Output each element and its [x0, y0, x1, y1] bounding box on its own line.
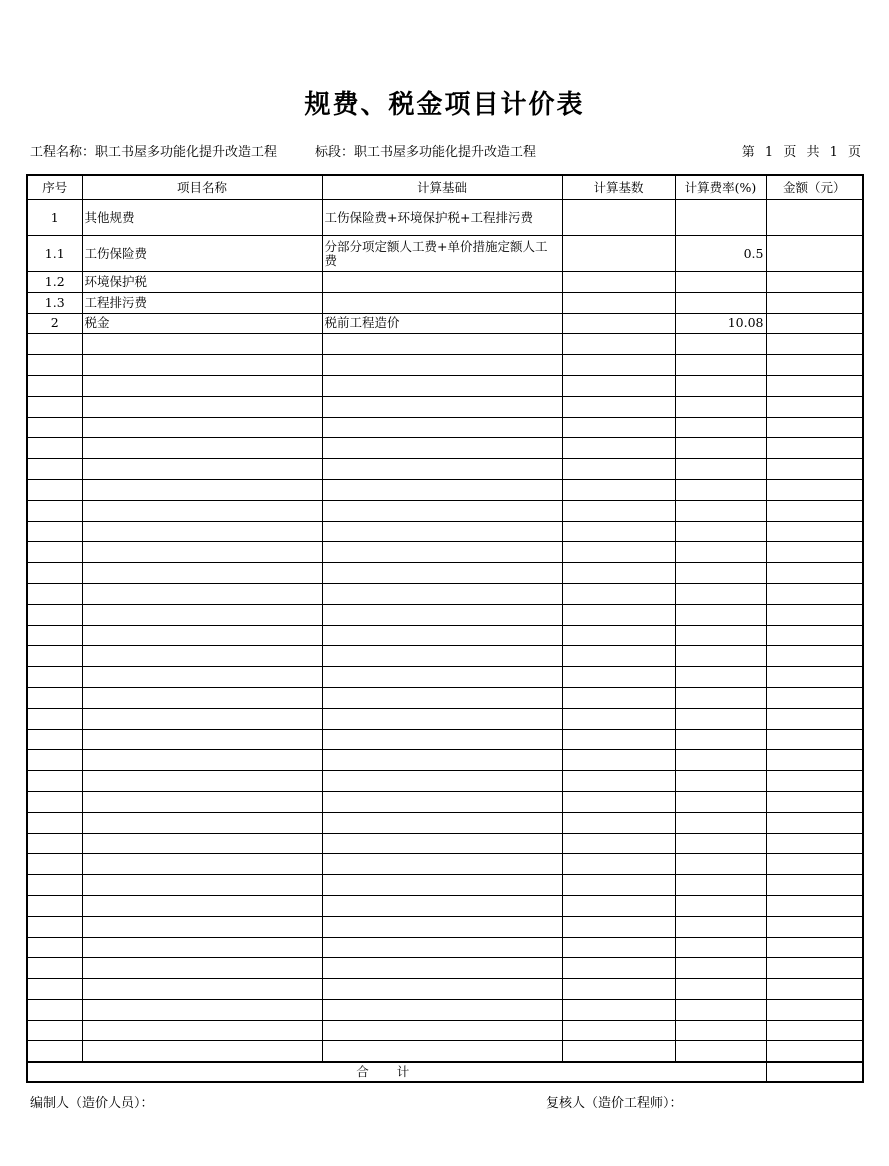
empty-cell [766, 937, 863, 958]
empty-cell [322, 438, 562, 459]
empty-cell [322, 979, 562, 1000]
row-basis: 税前工程造价 [322, 313, 562, 334]
empty-cell [322, 916, 562, 937]
empty-row [27, 355, 863, 376]
total-label: 合计 [27, 1062, 766, 1082]
empty-cell [82, 979, 322, 1000]
empty-row [27, 604, 863, 625]
empty-cell [82, 812, 322, 833]
table-row [27, 236, 863, 272]
empty-cell [766, 812, 863, 833]
empty-row [27, 999, 863, 1020]
row-no: 1.3 [27, 292, 82, 313]
empty-cell [322, 771, 562, 792]
empty-cell [82, 521, 322, 542]
empty-row [27, 791, 863, 812]
empty-cell [82, 750, 322, 771]
empty-cell [675, 396, 766, 417]
checker-label: 复核人（造价工程师）： [546, 1096, 683, 1111]
empty-row [27, 417, 863, 438]
empty-cell [82, 1041, 322, 1062]
empty-cell [27, 895, 82, 916]
empty-cell [322, 396, 562, 417]
table-row [27, 292, 863, 313]
header-name: 项目名称 [82, 175, 322, 200]
project-name: 工程名称：职工书屋多功能化提升改造工程 [30, 145, 278, 160]
empty-cell [562, 854, 675, 875]
empty-cell [27, 875, 82, 896]
empty-row [27, 375, 863, 396]
empty-cell [562, 625, 675, 646]
empty-cell [562, 563, 675, 584]
empty-row [27, 459, 863, 480]
empty-row [27, 916, 863, 937]
empty-cell [322, 687, 562, 708]
row-rate [675, 272, 766, 293]
empty-cell [766, 604, 863, 625]
empty-cell [322, 708, 562, 729]
empty-cell [675, 375, 766, 396]
empty-cell [322, 750, 562, 771]
empty-cell [562, 542, 675, 563]
empty-cell [766, 396, 863, 417]
empty-cell [27, 396, 82, 417]
section-name: 标段：职工书屋多功能化提升改造工程 [315, 145, 537, 160]
empty-row [27, 479, 863, 500]
empty-row [27, 979, 863, 1000]
empty-cell [766, 375, 863, 396]
empty-cell [675, 1041, 766, 1062]
empty-cell [322, 1020, 562, 1041]
fee-table [26, 174, 864, 1083]
empty-cell [766, 459, 863, 480]
empty-cell [27, 979, 82, 1000]
empty-cell [82, 479, 322, 500]
header-amount: 金额（元） [766, 175, 863, 200]
empty-cell [27, 521, 82, 542]
empty-cell [82, 542, 322, 563]
empty-cell [675, 521, 766, 542]
empty-row [27, 812, 863, 833]
row-basis: 工伤保险费+环境保护税+工程排污费 [322, 200, 562, 236]
empty-cell [562, 979, 675, 1000]
empty-cell [675, 833, 766, 854]
empty-cell [27, 542, 82, 563]
row-amount [766, 236, 863, 272]
empty-cell [562, 958, 675, 979]
empty-cell [675, 812, 766, 833]
empty-cell [82, 417, 322, 438]
empty-cell [675, 500, 766, 521]
header-basis: 计算基础 [322, 175, 562, 200]
empty-cell [27, 459, 82, 480]
empty-cell [562, 334, 675, 355]
empty-cell [322, 958, 562, 979]
empty-cell [27, 1041, 82, 1062]
empty-row [27, 1041, 863, 1062]
row-base [562, 236, 675, 272]
empty-cell [675, 750, 766, 771]
empty-cell [562, 438, 675, 459]
empty-cell [27, 999, 82, 1020]
row-basis [322, 292, 562, 313]
empty-cell [82, 916, 322, 937]
row-no: 1.1 [27, 236, 82, 272]
empty-cell [562, 459, 675, 480]
table-row [27, 313, 863, 334]
empty-cell [82, 334, 322, 355]
empty-cell [82, 563, 322, 584]
empty-cell [82, 583, 322, 604]
empty-cell [27, 916, 82, 937]
empty-cell [322, 417, 562, 438]
empty-cell [562, 812, 675, 833]
row-rate: 10.08 [675, 313, 766, 334]
empty-cell [675, 999, 766, 1020]
empty-cell [675, 417, 766, 438]
empty-cell [562, 417, 675, 438]
empty-cell [766, 355, 863, 376]
empty-cell [562, 1041, 675, 1062]
empty-cell [82, 958, 322, 979]
empty-row [27, 1020, 863, 1041]
empty-row [27, 563, 863, 584]
empty-cell [675, 916, 766, 937]
empty-cell [27, 687, 82, 708]
empty-cell [766, 583, 863, 604]
table-header-row [27, 175, 863, 200]
empty-row [27, 875, 863, 896]
empty-cell [27, 604, 82, 625]
empty-cell [82, 687, 322, 708]
row-amount [766, 292, 863, 313]
empty-cell [322, 791, 562, 812]
row-name: 其他规费 [82, 200, 322, 236]
empty-cell [322, 833, 562, 854]
empty-cell [322, 1041, 562, 1062]
row-amount [766, 272, 863, 293]
empty-cell [27, 667, 82, 688]
empty-cell [766, 916, 863, 937]
empty-cell [562, 687, 675, 708]
empty-cell [766, 334, 863, 355]
empty-cell [82, 791, 322, 812]
empty-row [27, 895, 863, 916]
empty-cell [82, 667, 322, 688]
empty-cell [766, 417, 863, 438]
total-row [27, 1062, 863, 1082]
empty-cell [562, 771, 675, 792]
row-basis [322, 272, 562, 293]
empty-cell [27, 563, 82, 584]
empty-cell [562, 791, 675, 812]
empty-cell [27, 708, 82, 729]
empty-cell [766, 854, 863, 875]
table-row [27, 200, 863, 236]
empty-cell [562, 583, 675, 604]
empty-cell [562, 604, 675, 625]
empty-row [27, 729, 863, 750]
row-base [562, 313, 675, 334]
empty-cell [562, 396, 675, 417]
row-amount [766, 200, 863, 236]
row-basis: 分部分项定额人工费+单价措施定额人工费 [322, 236, 562, 272]
empty-cell [675, 355, 766, 376]
empty-cell [322, 854, 562, 875]
empty-cell [82, 604, 322, 625]
empty-cell [27, 833, 82, 854]
empty-cell [766, 1041, 863, 1062]
empty-cell [675, 542, 766, 563]
empty-cell [766, 563, 863, 584]
empty-cell [322, 375, 562, 396]
empty-cell [675, 1020, 766, 1041]
empty-cell [766, 625, 863, 646]
empty-row [27, 625, 863, 646]
empty-cell [562, 479, 675, 500]
empty-cell [766, 999, 863, 1020]
row-base [562, 272, 675, 293]
empty-cell [562, 521, 675, 542]
row-rate [675, 292, 766, 313]
empty-cell [675, 771, 766, 792]
empty-cell [322, 625, 562, 646]
empty-cell [82, 500, 322, 521]
empty-row [27, 583, 863, 604]
empty-row [27, 771, 863, 792]
row-name: 工程排污费 [82, 292, 322, 313]
empty-cell [766, 667, 863, 688]
empty-cell [675, 625, 766, 646]
header-rate: 计算费率(%) [675, 175, 766, 200]
empty-cell [82, 895, 322, 916]
empty-cell [766, 687, 863, 708]
empty-cell [27, 625, 82, 646]
row-base [562, 292, 675, 313]
empty-cell [322, 334, 562, 355]
empty-cell [675, 479, 766, 500]
empty-cell [27, 438, 82, 459]
empty-cell [27, 355, 82, 376]
empty-cell [27, 791, 82, 812]
empty-cell [322, 895, 562, 916]
empty-cell [562, 667, 675, 688]
empty-cell [675, 791, 766, 812]
empty-cell [322, 542, 562, 563]
empty-cell [562, 355, 675, 376]
empty-cell [675, 459, 766, 480]
empty-cell [82, 459, 322, 480]
empty-cell [82, 396, 322, 417]
empty-cell [675, 438, 766, 459]
empty-cell [27, 583, 82, 604]
empty-cell [562, 500, 675, 521]
empty-cell [322, 937, 562, 958]
empty-cell [82, 854, 322, 875]
empty-cell [562, 646, 675, 667]
empty-cell [82, 646, 322, 667]
empty-row [27, 667, 863, 688]
empty-row [27, 937, 863, 958]
empty-cell [766, 438, 863, 459]
empty-cell [27, 937, 82, 958]
empty-cell [766, 729, 863, 750]
empty-cell [562, 833, 675, 854]
empty-cell [82, 771, 322, 792]
page-info: 第 1 页 共 1 页 [741, 145, 861, 160]
row-rate [675, 200, 766, 236]
empty-cell [675, 583, 766, 604]
empty-row [27, 646, 863, 667]
empty-cell [766, 771, 863, 792]
row-name: 税金 [82, 313, 322, 334]
empty-row [27, 438, 863, 459]
empty-cell [82, 375, 322, 396]
empty-cell [675, 687, 766, 708]
total-amount [766, 1062, 863, 1082]
empty-cell [766, 542, 863, 563]
empty-cell [562, 708, 675, 729]
empty-cell [766, 979, 863, 1000]
empty-cell [675, 667, 766, 688]
empty-cell [322, 521, 562, 542]
empty-cell [675, 958, 766, 979]
empty-row [27, 396, 863, 417]
page-title: 规费、税金项目计价表 [304, 90, 585, 120]
empty-cell [27, 854, 82, 875]
row-name: 环境保护税 [82, 272, 322, 293]
row-no: 1.2 [27, 272, 82, 293]
empty-cell [27, 1020, 82, 1041]
empty-cell [766, 646, 863, 667]
empty-cell [766, 1020, 863, 1041]
empty-cell [675, 895, 766, 916]
empty-cell [562, 937, 675, 958]
empty-cell [322, 812, 562, 833]
empty-row [27, 500, 863, 521]
empty-cell [27, 812, 82, 833]
empty-cell [322, 500, 562, 521]
row-name: 工伤保险费 [82, 236, 322, 272]
empty-cell [82, 625, 322, 646]
empty-cell [322, 479, 562, 500]
header-no: 序号 [27, 175, 82, 200]
empty-cell [27, 479, 82, 500]
empty-cell [82, 708, 322, 729]
empty-cell [27, 729, 82, 750]
empty-cell [27, 750, 82, 771]
empty-cell [562, 375, 675, 396]
empty-cell [82, 438, 322, 459]
empty-cell [82, 937, 322, 958]
maker-label: 编制人（造价人员）： [30, 1096, 154, 1111]
empty-cell [27, 500, 82, 521]
empty-cell [766, 833, 863, 854]
row-no: 2 [27, 313, 82, 334]
empty-cell [322, 583, 562, 604]
row-no: 1 [27, 200, 82, 236]
empty-row [27, 521, 863, 542]
empty-cell [27, 375, 82, 396]
empty-cell [27, 334, 82, 355]
empty-cell [322, 999, 562, 1020]
empty-cell [82, 999, 322, 1020]
empty-cell [675, 937, 766, 958]
empty-row [27, 958, 863, 979]
empty-cell [766, 521, 863, 542]
empty-cell [675, 646, 766, 667]
empty-cell [766, 958, 863, 979]
table-row [27, 272, 863, 293]
empty-cell [675, 563, 766, 584]
empty-cell [82, 729, 322, 750]
empty-cell [562, 750, 675, 771]
empty-cell [82, 875, 322, 896]
empty-cell [82, 833, 322, 854]
empty-cell [675, 334, 766, 355]
row-amount [766, 313, 863, 334]
empty-row [27, 708, 863, 729]
empty-cell [766, 791, 863, 812]
empty-row [27, 542, 863, 563]
empty-cell [27, 646, 82, 667]
empty-cell [675, 729, 766, 750]
empty-row [27, 833, 863, 854]
empty-cell [766, 479, 863, 500]
row-base [562, 200, 675, 236]
empty-row [27, 334, 863, 355]
header-base: 计算基数 [562, 175, 675, 200]
empty-cell [322, 459, 562, 480]
empty-cell [322, 355, 562, 376]
empty-cell [562, 1020, 675, 1041]
empty-cell [27, 958, 82, 979]
empty-cell [675, 708, 766, 729]
empty-cell [675, 854, 766, 875]
empty-cell [27, 417, 82, 438]
empty-cell [322, 563, 562, 584]
empty-row [27, 687, 863, 708]
empty-cell [766, 895, 863, 916]
empty-cell [562, 999, 675, 1020]
empty-cell [322, 667, 562, 688]
empty-cell [675, 875, 766, 896]
row-rate: 0.5 [675, 236, 766, 272]
empty-cell [322, 729, 562, 750]
empty-cell [675, 979, 766, 1000]
empty-cell [562, 916, 675, 937]
empty-cell [562, 729, 675, 750]
empty-row [27, 854, 863, 875]
empty-cell [27, 771, 82, 792]
empty-cell [82, 355, 322, 376]
empty-cell [322, 604, 562, 625]
empty-cell [82, 1020, 322, 1041]
empty-row [27, 750, 863, 771]
empty-cell [766, 708, 863, 729]
empty-cell [322, 646, 562, 667]
empty-cell [766, 500, 863, 521]
empty-cell [322, 875, 562, 896]
empty-cell [766, 875, 863, 896]
empty-cell [675, 604, 766, 625]
empty-cell [766, 750, 863, 771]
empty-cell [562, 875, 675, 896]
empty-cell [562, 895, 675, 916]
